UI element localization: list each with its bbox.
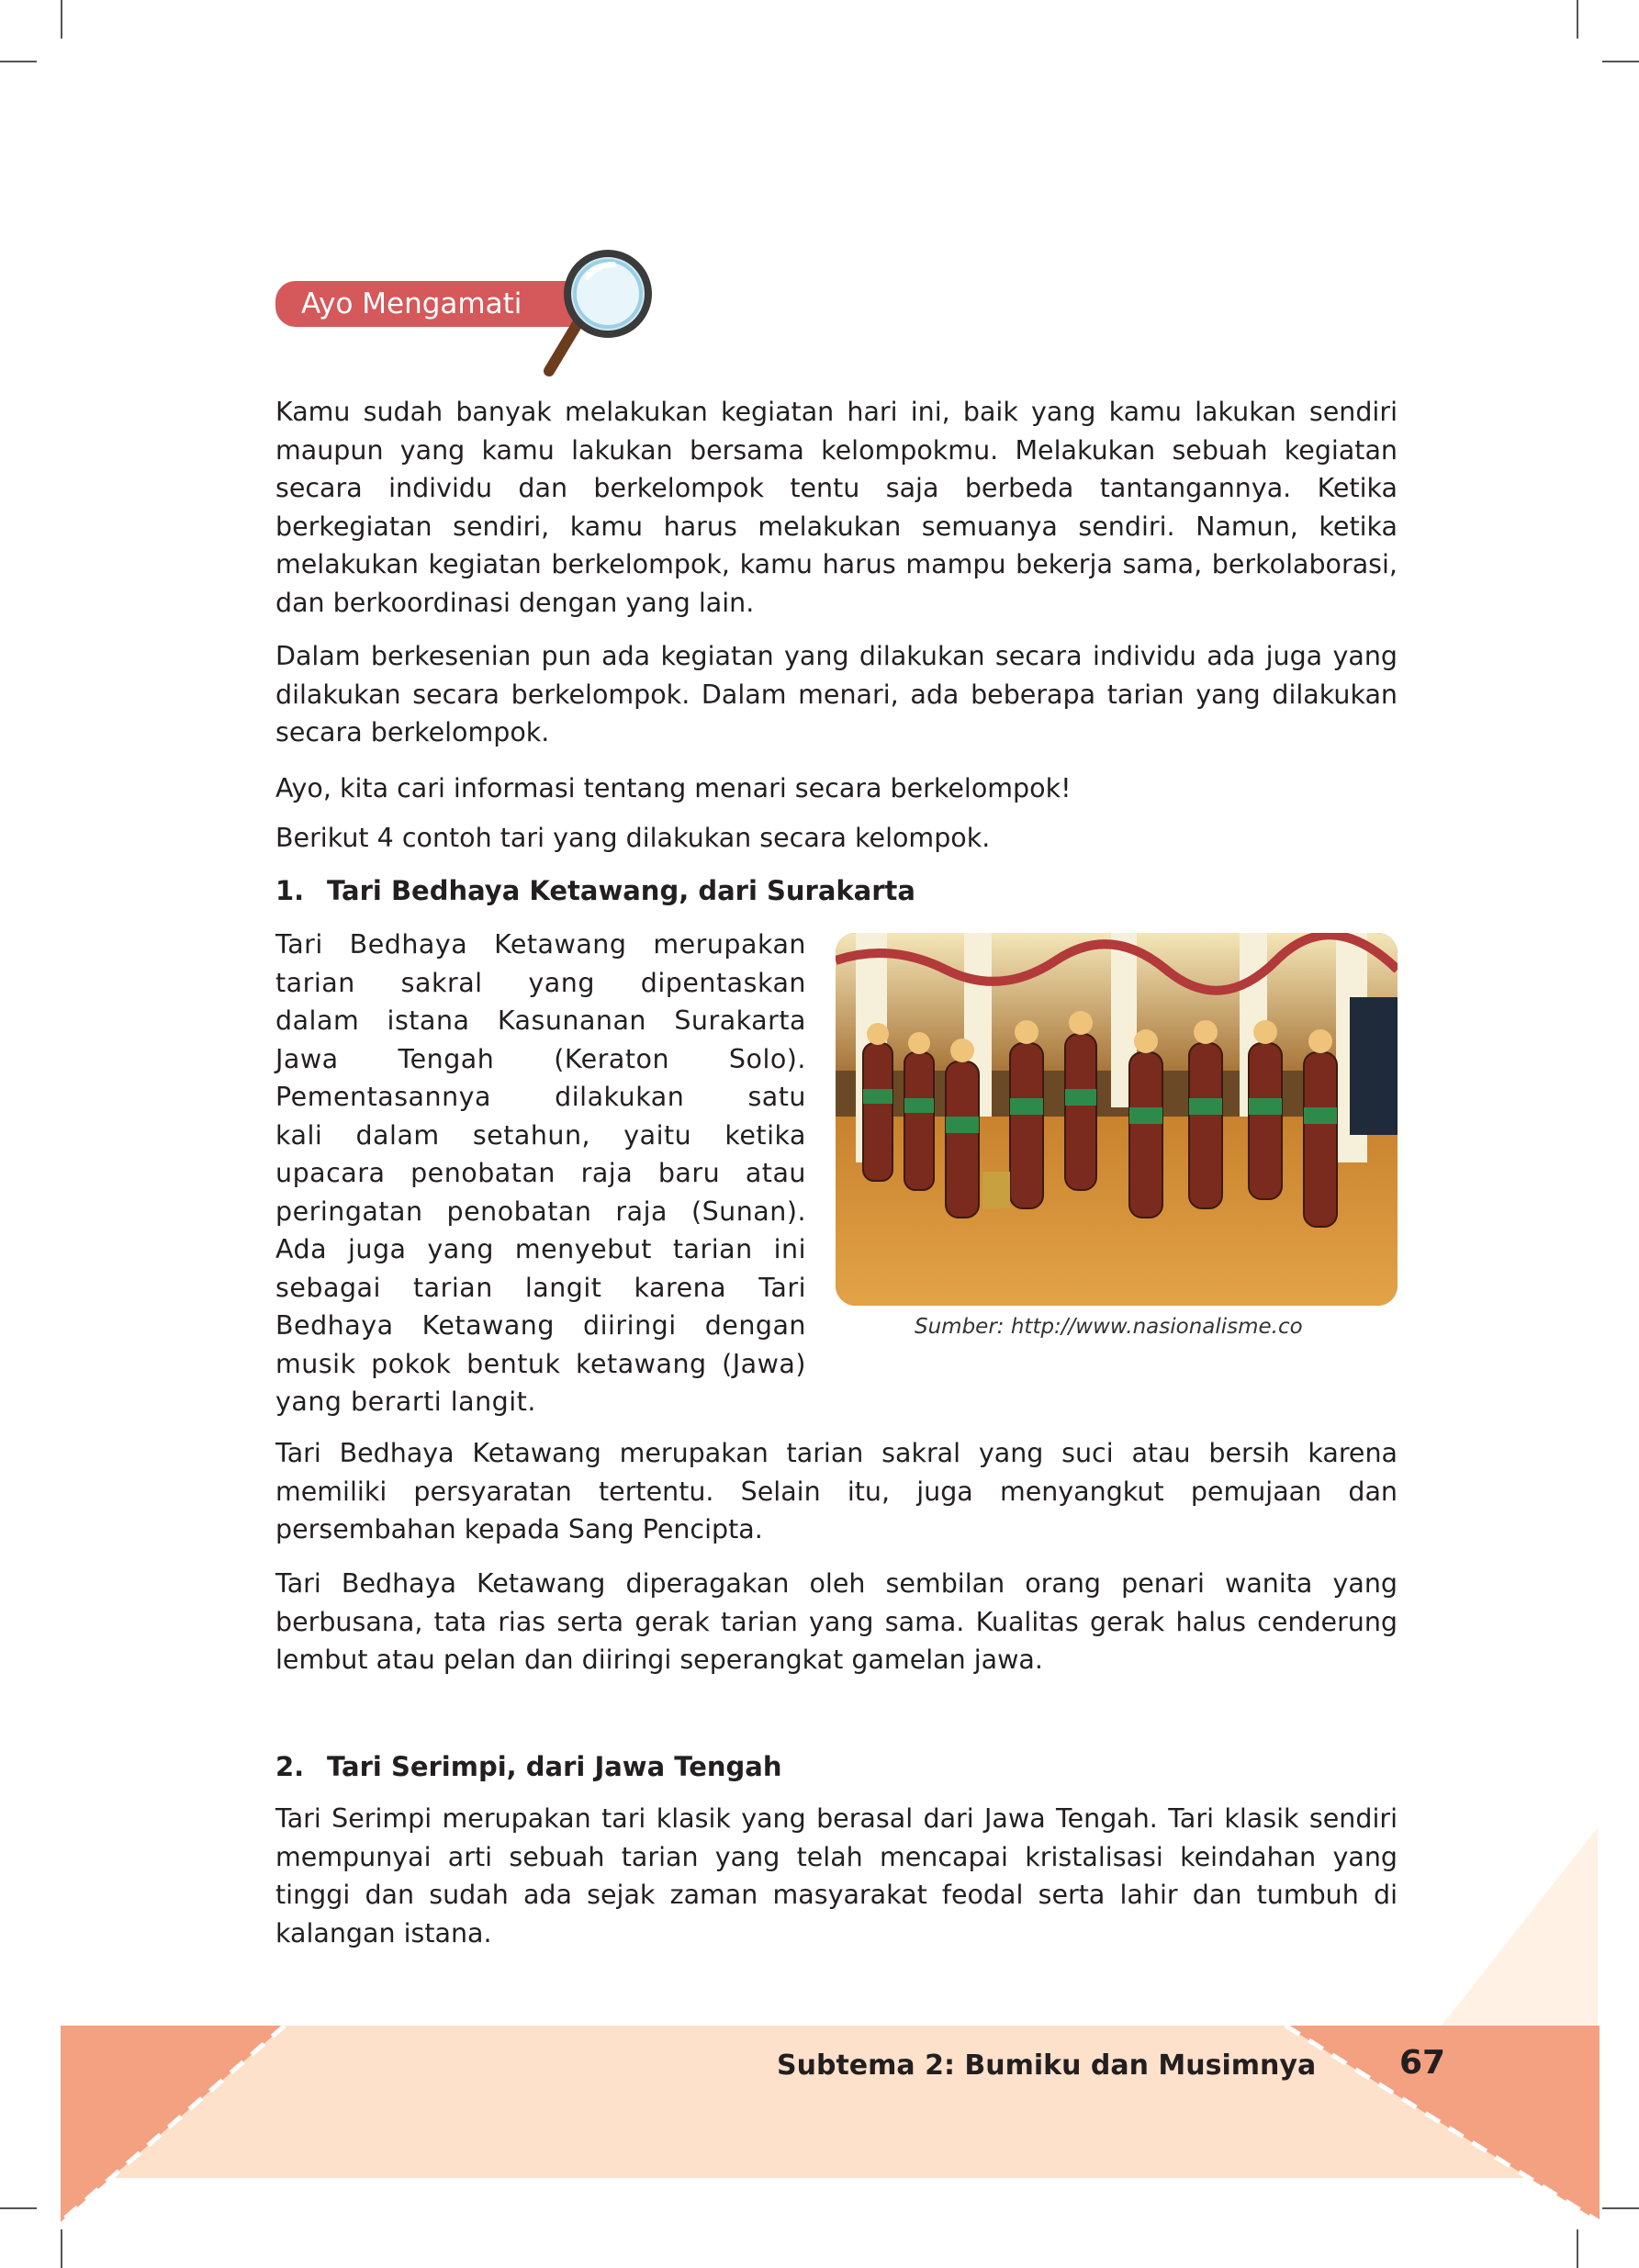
side-text-line: Tari Bedhaya Ketawang merupakan bbox=[275, 929, 806, 960]
side-text-line: peringatan penobatan raja (Sunan). bbox=[275, 1196, 806, 1227]
side-text-line: kali dalam setahun, yaitu ketika bbox=[275, 1119, 806, 1151]
crop-mark bbox=[61, 2229, 62, 2268]
side-text-line: Ada juga yang menyebut tarian ini bbox=[275, 1234, 806, 1264]
intro-paragraph-1: Kamu sudah banyak melakukan kegiatan hari ini, baik yang kamu lakukan sendiri maupun yang kamu lakukan bersama kelompokmu. Melakukan sebuah kegiatan secara individu dan berkelompok tentu saja berbeda tantangannya. Ketika berkegiatan sendiri, kamu harus melakukan semuanya sendiri. Namun, ketika melakukan kegiatan berkelompok, kamu harus mampu bekerja sama, berkolaborasi, dan berkoordinasi dengan yang lain. bbox=[275, 397, 1398, 618]
section-1-heading: 1. Tari Bedhaya Ketawang, dari Surakarta bbox=[275, 875, 915, 906]
magnifier-icon bbox=[542, 241, 661, 378]
crop-mark bbox=[1577, 0, 1578, 39]
crop-mark bbox=[61, 0, 62, 39]
section-2-heading: 2. Tari Serimpi, dari Jawa Tengah bbox=[275, 1751, 782, 1782]
intro-paragraph-2: Dalam berkesenian pun ada kegiatan yang dilakukan secara individu ada juga yang dilakukan secara berkelompok. Dalam menari, ada beberapa tarian yang dilakukan secara berkelompok. bbox=[275, 641, 1398, 747]
footer-triangles bbox=[0, 2011, 1639, 2231]
footer-subtheme: Subtema 2: Bumiku dan Musimnya bbox=[777, 2049, 1317, 2082]
side-text-line: yang berarti langit. bbox=[275, 1387, 536, 1417]
intro-paragraph-4: Berikut 4 contoh tari yang dilakukan secara kelompok. bbox=[275, 823, 991, 853]
side-text-line: sebagai tarian langit karena Tari bbox=[275, 1272, 806, 1303]
crop-mark bbox=[1602, 61, 1639, 62]
side-text-line: Pementasannya dilakukan satu bbox=[275, 1082, 806, 1112]
side-text-line: dalam istana Kasunanan Surakarta bbox=[275, 1005, 806, 1036]
photo-caption: Sumber: http://www.nasionalisme.co bbox=[915, 1315, 1303, 1339]
side-text-line: Bedhaya Ketawang diiringi dengan bbox=[275, 1310, 806, 1341]
side-text-line: musik pokok bentuk ketawang (Jawa) bbox=[275, 1348, 806, 1379]
side-text-line: upacara penobatan raja baru atau bbox=[275, 1158, 806, 1188]
crop-mark bbox=[0, 61, 37, 62]
side-text-line: Jawa Tengah (Keraton Solo). bbox=[275, 1043, 806, 1074]
page-number: 67 bbox=[1399, 2044, 1446, 2082]
section-1-side-text bbox=[275, 926, 806, 1421]
ayo-mengamati-badge: Ayo Mengamati bbox=[275, 281, 578, 327]
side-text-line: tarian sakral yang dipentaskan bbox=[275, 967, 806, 998]
section-2-paragraph-1: Tari Serimpi merupakan tari klasik yang berasal dari Jawa Tengah. Tari klasik sendiri mempunyai arti sebuah tarian yang telah mencapai kristalisasi keindahan yang tinggi dan sudah ada sejak zaman masyarakat feodal serta lahir dan tumbuh di kalangan istana. bbox=[275, 1803, 1398, 1948]
section-1-paragraph-2: Tari Bedhaya Ketawang merupakan tarian sakral yang suci atau bersih karena memiliki persyaratan tertentu. Selain itu, juga menyangkut pemujaan dan persembahan kepada Sang Pencipta. bbox=[275, 1438, 1398, 1544]
bedhaya-ketawang-photo bbox=[836, 933, 1398, 1306]
section-1-paragraph-3: Tari Bedhaya Ketawang diperagakan oleh sembilan orang penari wanita yang berbusana, tata rias serta gerak tarian yang sama. Kualitas gerak halus cenderung lembut atau pelan dan diiringi seperangkat gamelan jawa. bbox=[275, 1568, 1398, 1675]
intro-paragraph-3: Ayo, kita cari informasi tentang menari secara berkelompok! bbox=[275, 773, 1072, 803]
